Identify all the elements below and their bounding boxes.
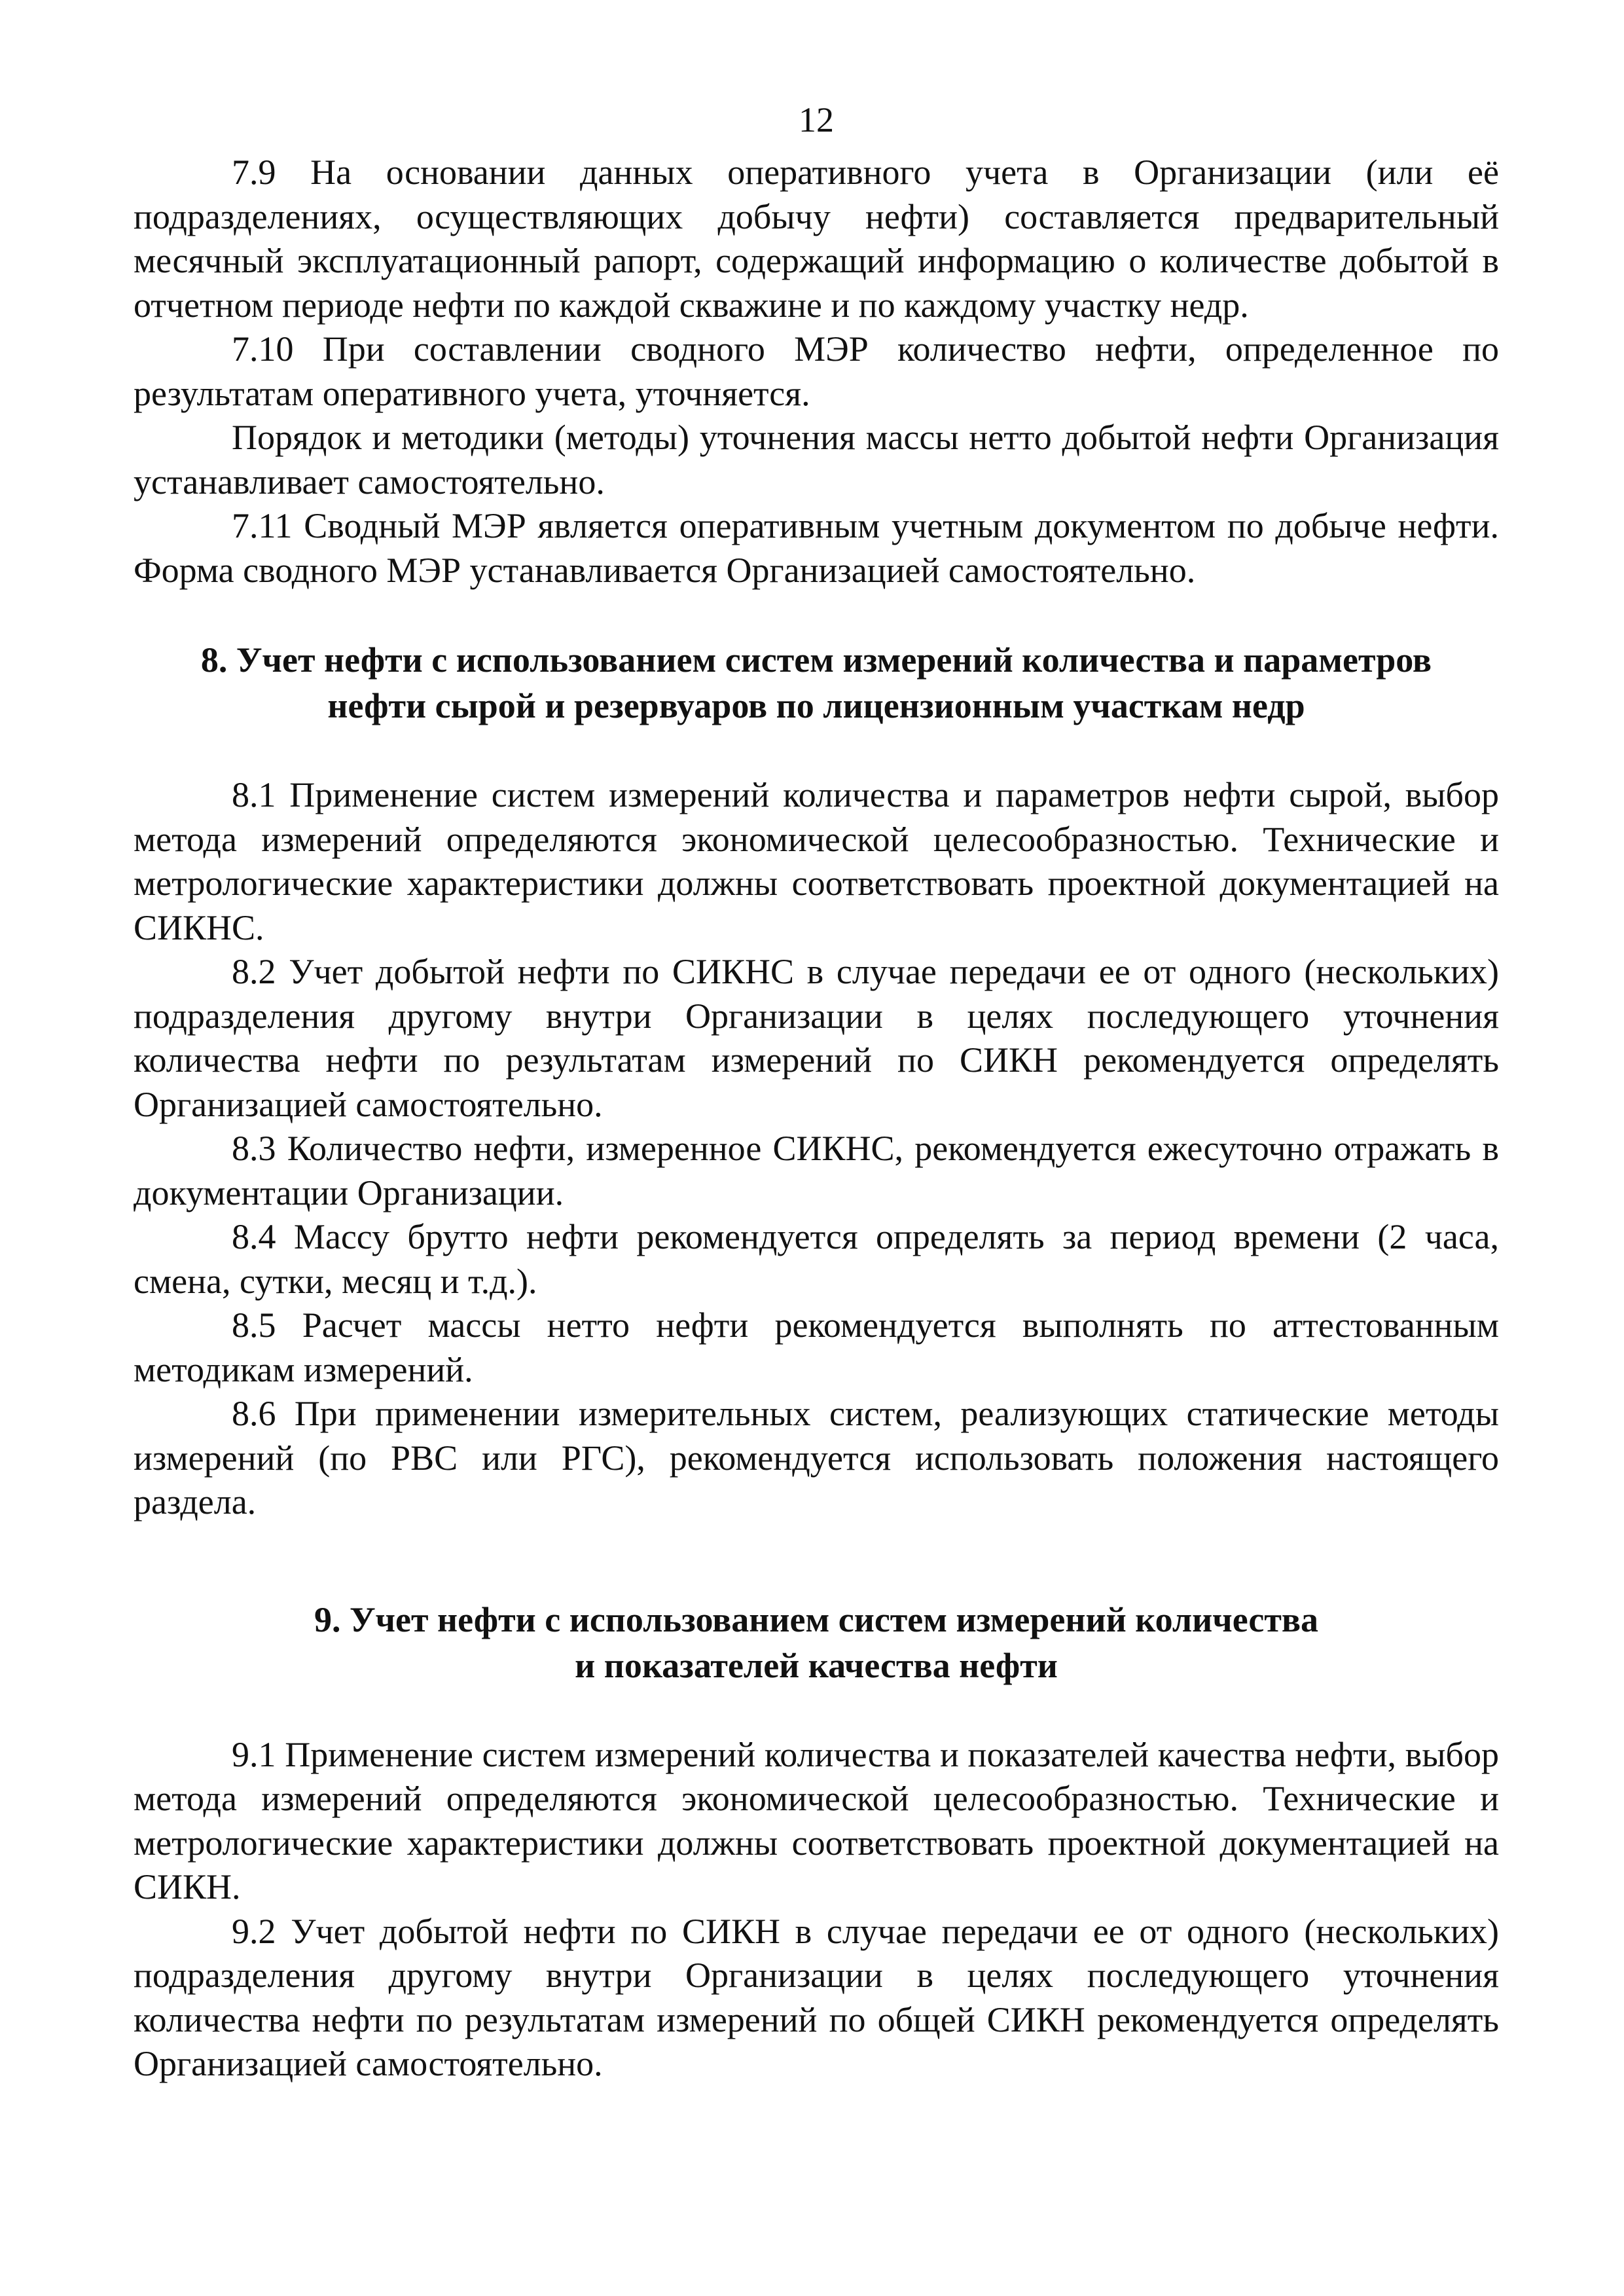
paragraph-8-3: 8.3 Количество нефти, измеренное СИКНС, рекомендуется ежесуточно отражать в документации Организации. bbox=[134, 1129, 1499, 1212]
section-8-heading-line1: 8. Учет нефти с использованием систем измерений количества и параметров bbox=[200, 640, 1432, 680]
paragraph-7-9: 7.9 На основании данных оперативного учета в Организации (или её подразделениях, осуществляющих добычу нефти) составляется предварительный месячный эксплуатационный рапорт, содержащий информацию о количестве добытой в отчетном периоде нефти по каждой скважине и по каждому участку недр. bbox=[134, 153, 1499, 325]
section-9-heading-line1: 9. Учет нефти с использованием систем измерений количества bbox=[314, 1599, 1319, 1639]
paragraph-7-10: 7.10 При составлении сводного МЭР количество нефти, определенное по результатам оперативного учета, уточняется. bbox=[134, 329, 1499, 413]
paragraph-9-1: 9.1 Применение систем измерений количества и показателей качества нефти, выбор метода измерений определяются экономической целесообразностью. Технические и метрологические характеристики должны соответствовать проектной документацией на СИКН. bbox=[134, 1734, 1499, 1906]
section-7-continued bbox=[134, 151, 1499, 592]
section-8-heading bbox=[134, 637, 1499, 729]
document-page bbox=[134, 98, 1499, 2086]
section-9-heading bbox=[134, 1597, 1499, 1688]
paragraph-8-6: 8.6 При применении измерительных систем, реализующих статические методы измерений (по РВС или РГС), рекомендуется использовать положения настоящего раздела. bbox=[134, 1394, 1499, 1522]
paragraph-7-10-methods: Порядок и методики (методы) уточнения массы нетто добытой нефти Организация устанавливает самостоятельно. bbox=[134, 418, 1499, 501]
section-8-heading-line2: нефти сырой и резервуаров по лицензионным участкам недр bbox=[327, 686, 1305, 725]
section-9-heading-line2: и показателей качества нефти bbox=[575, 1645, 1058, 1685]
paragraph-8-1: 8.1 Применение систем измерений количества и параметров нефти сырой, выбор метода измерений определяются экономической целесообразностью. Технические и метрологические характеристики должны соответствовать проектной документацией на СИКНС. bbox=[134, 775, 1499, 947]
paragraph-8-4: 8.4 Массу брутто нефти рекомендуется определять за период времени (2 часа, смена, сутки, месяц и т.д.). bbox=[134, 1217, 1499, 1301]
paragraph-8-5: 8.5 Расчет массы нетто нефти рекомендуется выполнять по аттестованным методикам измерений. bbox=[134, 1305, 1499, 1389]
paragraph-9-2: 9.2 Учет добытой нефти по СИКН в случае передачи ее от одного (нескольких) подразделения другому внутри Организации в целях последующего уточнения количества нефти по результатам измерений по общей СИКН рекомендуется определять Организацией самостоятельно. bbox=[134, 1911, 1499, 2083]
page-number: 12 bbox=[799, 100, 834, 139]
paragraph-7-11: 7.11 Сводный МЭР является оперативным учетным документом по добыче нефти. Форма сводного МЭР устанавливается Организацией самостоятельно. bbox=[134, 506, 1499, 590]
section-9 bbox=[134, 1597, 1499, 2086]
section-8 bbox=[134, 637, 1499, 1525]
paragraph-8-2: 8.2 Учет добытой нефти по СИКНС в случае передачи ее от одного (нескольких) подразделения другому внутри Организации в целях последующего уточнения количества нефти по результатам измерений по СИКН рекомендуется определять Организацией самостоятельно. bbox=[134, 952, 1499, 1124]
